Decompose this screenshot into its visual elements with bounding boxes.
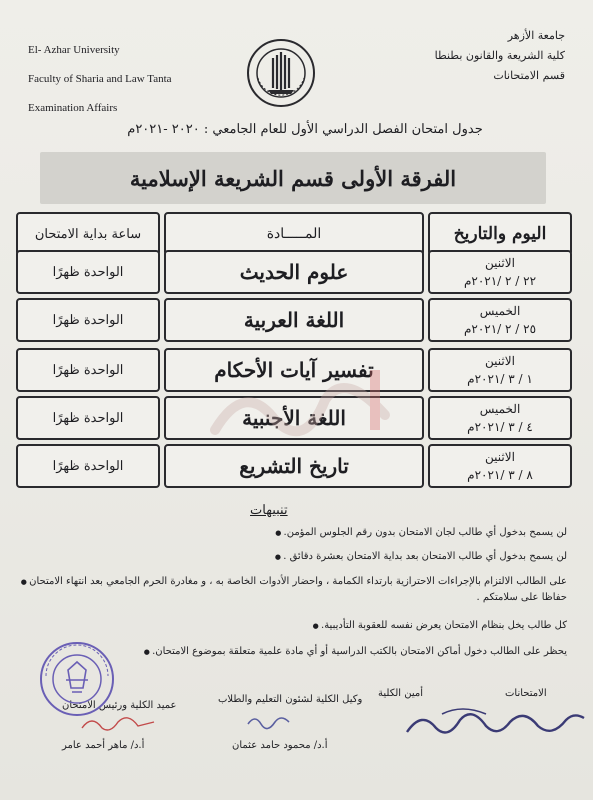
note-item: لن يسمح بدخول أي طالب لجان الامتحان بدون رقم الجلوس المؤمن. ● (275, 527, 567, 538)
signature-exams: الامتحانات (505, 688, 547, 699)
date-label: ٨ / ٣ /٢٠٢١م (467, 468, 533, 482)
signature-secretary: أمين الكلية (378, 688, 423, 699)
table-row (14, 298, 580, 342)
time-cell: الواحدة ظهرًا (16, 298, 160, 342)
department-name-ar: قسم الامتحانات (493, 69, 565, 82)
vice-dean-signature-scribble (245, 710, 295, 730)
header-subject: المـــــادة (164, 212, 424, 256)
note-item: كل طالب يخل بنظام الامتحان يعرض نفسه للعقوبة التأديبية. ● (313, 620, 567, 631)
subject-cell: تفسير آيات الأحكام (164, 348, 424, 392)
official-stamp-icon (38, 640, 116, 718)
subject-cell: اللغة الأجنبية (164, 396, 424, 440)
date-label: ٢٢ / ٢ /٢٠٢١م (463, 274, 537, 288)
english-header (28, 36, 218, 123)
date-label: ٤ / ٣ /٢٠٢١م (467, 420, 533, 434)
day-date-cell (428, 250, 572, 294)
schedule-title: جدول امتحان الفصل الدراسي الأول للعام الجامعي : ٢٠٢٠ -٢٠٢١م (127, 122, 483, 137)
header-start-time: ساعة بداية الامتحان (16, 212, 160, 256)
notes-title: تنبيهات (250, 503, 288, 518)
day-label: الخميس (479, 402, 521, 416)
subject-cell: اللغة العربية (164, 298, 424, 342)
table-row (14, 250, 580, 294)
day-date-cell (428, 444, 572, 488)
day-date-cell (428, 298, 572, 342)
subject-cell: علوم الحديث (164, 250, 424, 294)
signature-dean-title: عميد الكلية ورئيس الامتحان (62, 700, 177, 711)
day-date-cell (428, 348, 572, 392)
arabic-header (395, 26, 565, 86)
day-label: الاثنين (485, 450, 515, 464)
day-label: الخميس (479, 304, 521, 318)
faculty-name-ar: كلية الشريعة والقانون بطنطا (434, 49, 565, 62)
date-label: ٢٥ / ٢ /٢٠٢١م (463, 322, 537, 336)
signature-dean-name: أ.د/ ماهر أحمد عامر (62, 740, 145, 751)
day-label: الاثنين (485, 256, 515, 270)
handwritten-signature (402, 702, 587, 742)
note-item: على الطالب الالتزام بالإجراءات الاحترازية بارتداء الكمامة ، واحضار الأدوات الخاصة به ، و مغادرة الحرم الجامعي بعد انتهاء الامتحان ● (21, 576, 567, 587)
university-seal-icon (246, 38, 316, 108)
time-cell: الواحدة ظهرًا (16, 250, 160, 294)
day-date-cell (428, 396, 572, 440)
class-banner: الفرقة الأولى قسم الشريعة الإسلامية (40, 152, 546, 204)
watermark-logo-icon (205, 360, 395, 450)
university-name-en: El- Azhar University (28, 44, 120, 56)
time-cell: الواحدة ظهرًا (16, 444, 160, 488)
time-cell: الواحدة ظهرًا (16, 396, 160, 440)
day-label: الاثنين (485, 354, 515, 368)
signature-vice-dean-title: وكيل الكلية لشئون التعليم والطلاب (218, 694, 363, 705)
university-name-ar: جامعة الأزهر (507, 29, 565, 42)
note-item: يحظر على الطالب دخول أماكن الامتحان بالكتب الدراسية أو أي مادة علمية متعلقة بموضوع الامتحان. ● (144, 646, 567, 657)
header-day-date: اليوم والتاريخ (428, 212, 572, 256)
table-row (14, 444, 580, 488)
department-name-en: Examination Affairs (28, 102, 118, 114)
note-item: لن يسمح بدخول أي طالب الامتحان بعد بداية الامتحان بعشرة دقائق . ● (275, 551, 567, 562)
time-cell: الواحدة ظهرًا (16, 348, 160, 392)
faculty-name-en: Faculty of Sharia and Law Tanta (28, 73, 172, 85)
subject-cell: تاريخ التشريع (164, 444, 424, 488)
signature-vice-dean-name: أ.د/ محمود حامد عثمان (232, 740, 328, 751)
note-continuation: حفاظا على سلامتكم . (476, 592, 567, 603)
date-label: ١ / ٣ /٢٠٢١م (467, 372, 533, 386)
